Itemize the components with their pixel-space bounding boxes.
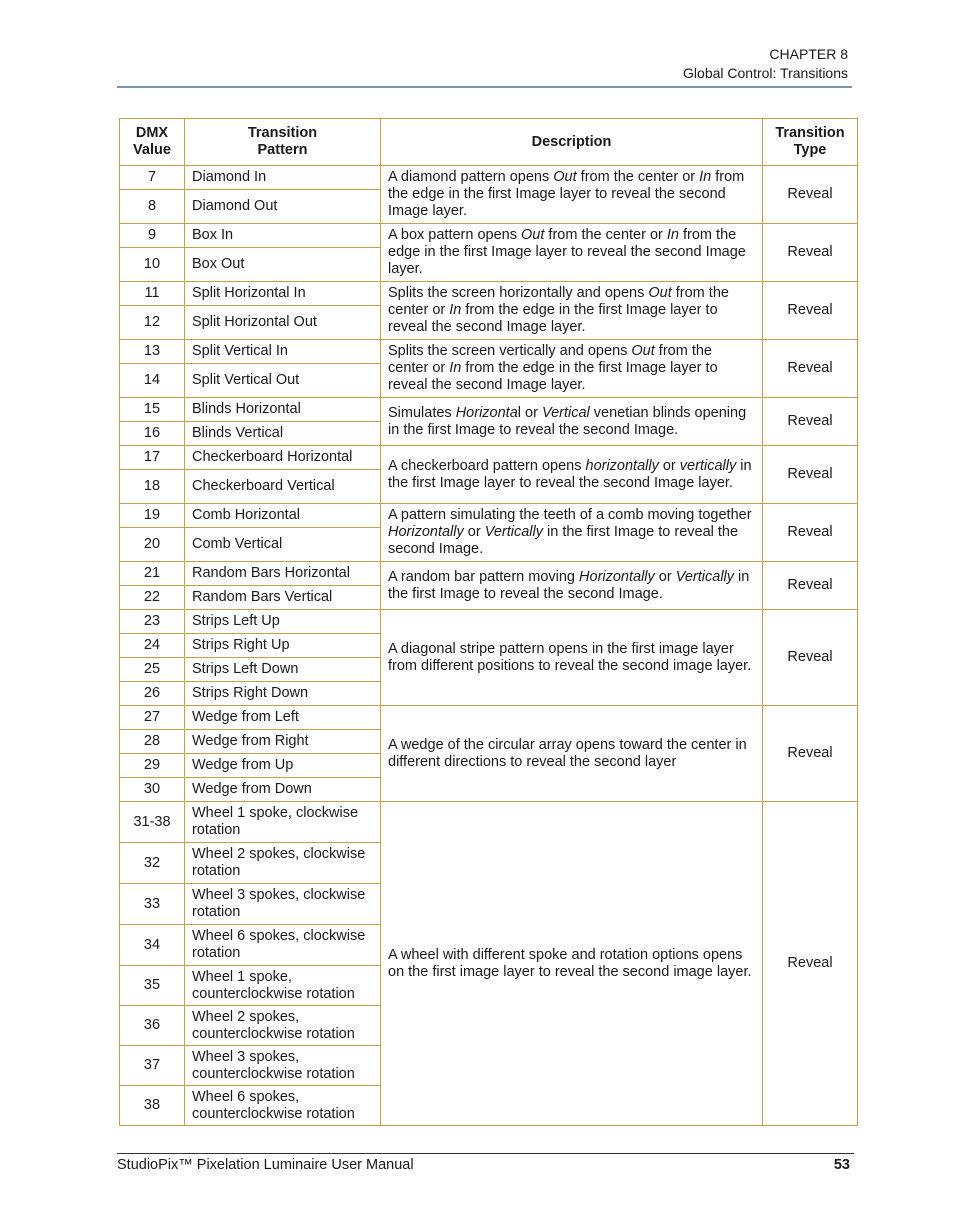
transition-pattern-cell: Wedge from Right (185, 730, 381, 754)
transition-pattern-cell: Wedge from Left (185, 706, 381, 730)
transition-type-cell: Reveal (763, 166, 858, 224)
transition-pattern-cell: Blinds Horizontal (185, 398, 381, 422)
transition-pattern-cell: Diamond In (185, 166, 381, 190)
dmx-value-cell: 33 (120, 884, 185, 925)
description-text: Splits the screen horizontally and opens (388, 285, 649, 301)
transition-pattern-cell: Box Out (185, 248, 381, 282)
description-text: A random bar pattern moving (388, 568, 580, 585)
description-text: from the center or (544, 227, 667, 243)
description-text: from the center or (576, 169, 700, 185)
table-row (120, 706, 858, 730)
description-cell (381, 282, 763, 340)
transition-pattern-cell: Random Bars Vertical (185, 586, 381, 610)
emphasis-text: Horizontally (388, 524, 464, 540)
table-row (120, 398, 858, 422)
table-header-row (120, 119, 858, 166)
transition-pattern-cell: Strips Left Up (185, 610, 381, 634)
dmx-value-cell: 15 (120, 398, 185, 422)
dmx-value-cell: 29 (120, 754, 185, 778)
transition-pattern-cell: Wheel 3 spokes, counterclockwise rotation (185, 1046, 381, 1086)
dmx-value-cell: 34 (120, 925, 185, 966)
footer-rule (117, 1153, 854, 1154)
transition-pattern-cell: Box In (185, 224, 381, 248)
description-text: A wedge of the circular array opens toward the center in different directions to reveal the second layer (388, 736, 747, 770)
transition-type-cell: Reveal (763, 340, 858, 398)
dmx-value-cell: 13 (120, 340, 185, 364)
transition-type-cell: Reveal (763, 706, 858, 802)
dmx-value-cell: 18 (120, 470, 185, 504)
description-text: from the edge in the first Image layer to reveal the second Image layer. (388, 360, 718, 393)
description-text: Simulates (388, 404, 456, 421)
transition-pattern-cell: Strips Right Down (185, 682, 381, 706)
dmx-value-cell: 7 (120, 166, 185, 190)
transition-pattern-cell: Wedge from Down (185, 778, 381, 802)
header-transition-type: Transition Type (763, 119, 858, 166)
transition-pattern-cell: Comb Vertical (185, 528, 381, 562)
dmx-value-cell: 8 (120, 190, 185, 224)
description-text: from the edge in the first Image layer to reveal the second Image layer. (388, 169, 745, 219)
emphasis-text: Vertically (484, 524, 543, 540)
table-row (120, 224, 858, 248)
emphasis-text: In (666, 227, 679, 243)
dmx-value-cell: 26 (120, 682, 185, 706)
emphasis-text: Horizontally (579, 568, 655, 585)
description-cell (381, 504, 763, 562)
dmx-value-cell: 10 (120, 248, 185, 282)
transition-pattern-cell: Blinds Vertical (185, 422, 381, 446)
table-row (120, 610, 858, 634)
transition-pattern-cell: Random Bars Horizontal (185, 562, 381, 586)
page-header (683, 45, 848, 83)
dmx-value-cell: 27 (120, 706, 185, 730)
emphasis-text: Horizonta (455, 404, 518, 421)
transition-type-cell: Reveal (763, 610, 858, 706)
emphasis-text: horizontally (585, 457, 659, 474)
emphasis-text: Out (553, 169, 577, 185)
description-cell (381, 610, 763, 706)
description-cell (381, 446, 763, 504)
transition-pattern-cell: Wheel 2 spokes, counterclockwise rotation (185, 1006, 381, 1046)
dmx-value-cell: 22 (120, 586, 185, 610)
dmx-value-cell: 12 (120, 306, 185, 340)
transition-pattern-cell: Wheel 6 spokes, clockwise rotation (185, 925, 381, 966)
description-text: Splits the screen vertically and opens (388, 343, 632, 359)
table-row (120, 282, 858, 306)
description-cell (381, 398, 763, 446)
section-title: Global Control: Transitions (683, 65, 848, 81)
emphasis-text: vertically (679, 457, 737, 474)
description-text: from the edge in the first Image layer to reveal the second Image layer. (388, 227, 746, 277)
transition-type-cell: Reveal (763, 802, 858, 1126)
transition-pattern-cell: Split Horizontal In (185, 282, 381, 306)
description-cell (381, 166, 763, 224)
chapter-label: CHAPTER 8 (769, 46, 848, 62)
description-text: A wheel with different spoke and rotation options opens on the first image layer to reveal the second image layer. (388, 946, 752, 980)
emphasis-text: Vertically (675, 568, 735, 585)
dmx-value-cell: 30 (120, 778, 185, 802)
description-text: venetian blinds opening in the first Image to reveal the second Image. (388, 404, 747, 438)
description-text: A diagonal stripe pattern opens in the first image layer from different positions to reveal the second image layer. (388, 640, 752, 674)
dmx-value-cell: 14 (120, 364, 185, 398)
description-text: l or (517, 404, 542, 421)
table-row (120, 340, 858, 364)
description-text: in the first Image layer to reveal the second Image layer. (388, 457, 752, 491)
table-row (120, 562, 858, 586)
header-description: Description (381, 119, 763, 166)
transition-pattern-cell: Wheel 2 spokes, clockwise rotation (185, 843, 381, 884)
table-row (120, 446, 858, 470)
transition-type-cell: Reveal (763, 224, 858, 282)
transition-type-cell: Reveal (763, 562, 858, 610)
dmx-value-cell: 38 (120, 1086, 185, 1126)
description-text: from the center or (388, 343, 712, 376)
emphasis-text: In (699, 169, 712, 185)
transition-pattern-cell: Comb Horizontal (185, 504, 381, 528)
transition-pattern-cell: Wedge from Up (185, 754, 381, 778)
description-text: in the first Image to reveal the second Image. (388, 568, 750, 602)
description-text: A checkerboard pattern opens (388, 457, 586, 474)
description-cell (381, 224, 763, 282)
description-text: from the edge in the first Image layer to reveal the second Image layer. (388, 302, 718, 335)
dmx-value-cell: 17 (120, 446, 185, 470)
dmx-value-cell: 35 (120, 966, 185, 1006)
header-rule (117, 86, 852, 88)
description-cell (381, 562, 763, 610)
dmx-value-cell: 36 (120, 1006, 185, 1046)
description-cell (381, 802, 763, 1126)
description-text: in the first Image to reveal the second Image. (388, 524, 739, 557)
dmx-value-cell: 20 (120, 528, 185, 562)
transition-pattern-cell: Wheel 3 spokes, clockwise rotation (185, 884, 381, 925)
transition-type-cell: Reveal (763, 282, 858, 340)
description-text: or (463, 524, 485, 540)
transition-type-cell: Reveal (763, 446, 858, 504)
description-text: A box pattern opens (388, 227, 522, 243)
table-row (120, 504, 858, 528)
transition-pattern-cell: Split Vertical In (185, 340, 381, 364)
dmx-value-cell: 32 (120, 843, 185, 884)
description-text: or (658, 457, 680, 474)
header-dmx-value: DMX Value (120, 119, 185, 166)
dmx-value-cell: 28 (120, 730, 185, 754)
description-text: or (654, 568, 676, 585)
table-row (120, 802, 858, 843)
header-transition-pattern: Transition Pattern (185, 119, 381, 166)
description-cell (381, 340, 763, 398)
emphasis-text: Out (521, 227, 545, 243)
description-text: A pattern simulating the teeth of a comb moving together (388, 507, 752, 523)
transition-pattern-cell: Diamond Out (185, 190, 381, 224)
dmx-value-cell: 23 (120, 610, 185, 634)
transition-pattern-cell: Split Horizontal Out (185, 306, 381, 340)
dmx-value-cell: 37 (120, 1046, 185, 1086)
transition-pattern-cell: Wheel 6 spokes, counterclockwise rotation (185, 1086, 381, 1126)
transition-type-cell: Reveal (763, 504, 858, 562)
dmx-value-cell: 21 (120, 562, 185, 586)
dmx-value-cell: 16 (120, 422, 185, 446)
transition-pattern-cell: Strips Right Up (185, 634, 381, 658)
transition-pattern-cell: Checkerboard Vertical (185, 470, 381, 504)
description-text: A diamond pattern opens (388, 169, 554, 185)
footer-manual-title: StudioPix™ Pixelation Luminaire User Manual (117, 1157, 414, 1173)
transition-pattern-cell: Checkerboard Horizontal (185, 446, 381, 470)
dmx-value-cell: 11 (120, 282, 185, 306)
transition-table (119, 118, 858, 1126)
dmx-value-cell: 9 (120, 224, 185, 248)
transition-pattern-cell: Wheel 1 spoke, clockwise rotation (185, 802, 381, 843)
transition-type-cell: Reveal (763, 398, 858, 446)
emphasis-text: Vertical (541, 404, 590, 421)
emphasis-text: Out (631, 343, 655, 359)
description-text: from the center or (388, 285, 729, 318)
transition-pattern-cell: Wheel 1 spoke, counterclockwise rotation (185, 966, 381, 1006)
page-number: 53 (833, 1157, 850, 1173)
emphasis-text: In (449, 302, 462, 318)
dmx-value-cell: 31-38 (120, 802, 185, 843)
dmx-value-cell: 19 (120, 504, 185, 528)
emphasis-text: Out (648, 285, 672, 301)
transition-pattern-cell: Strips Left Down (185, 658, 381, 682)
description-cell (381, 706, 763, 802)
transition-pattern-cell: Split Vertical Out (185, 364, 381, 398)
emphasis-text: In (449, 360, 462, 376)
dmx-value-cell: 24 (120, 634, 185, 658)
table-row (120, 166, 858, 190)
dmx-value-cell: 25 (120, 658, 185, 682)
